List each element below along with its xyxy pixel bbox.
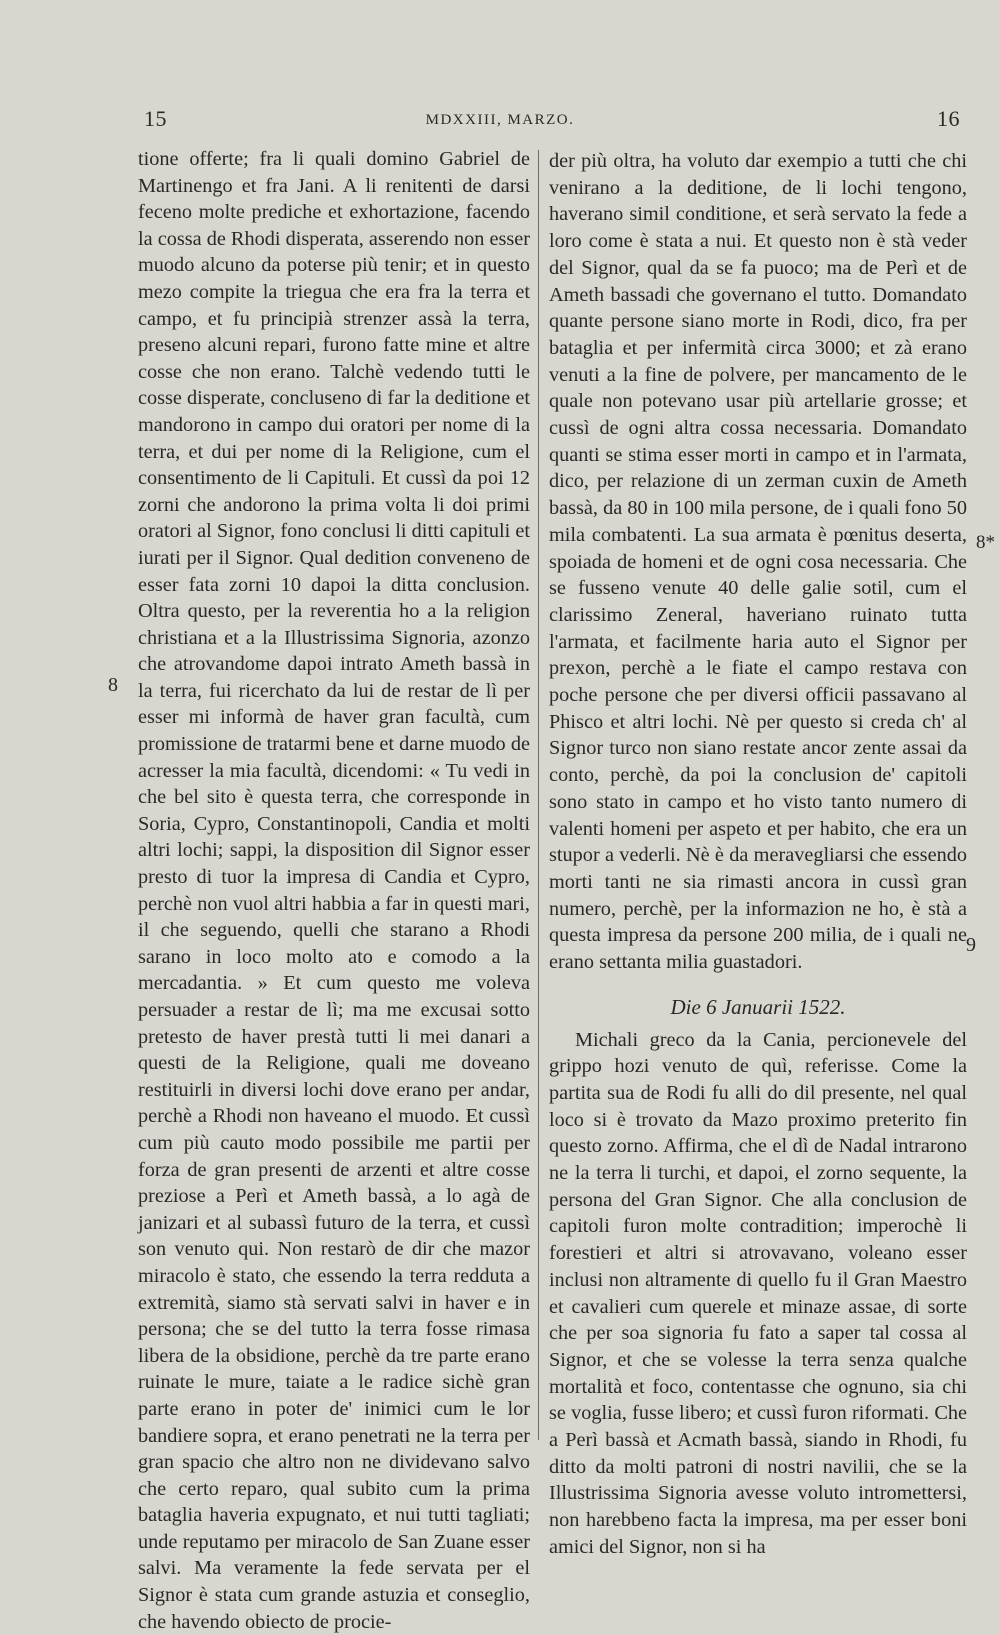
column-divider <box>538 150 539 1440</box>
left-column-text: tione offerte; fra li quali domino Gabriel de Martinengo et fra Jani. A li renitenti de darsi feceno molte prediche et exhortazione, facendo la cossa de Rhodi disperata, asserendo non esser muodo alcuno da poterse più tenir; et in questo mezo compite la triegua che era fra la terra et campo, et fu principià strenzer assà la terra, preseno alcuni repari, furono fatte mine et altre cosse che non erano. Talchè vedendo tutti le cosse disperate, concluseno di far la deditione et mandorono in campo dui oratori per nome di la terra, et dui per nome di la Religione, cum el consentimento de li Capituli. Et cussì da poi 12 zorni che andorono la prima volta li doi primi oratori al Signor, fono conclusi li ditti capituli et iurati per il Signor. Qual dedition conveneno de esser fata zorni 10 dapoi la ditta conclusion. Oltra questo, per la reverentia ho a la religion christiana et a la Illustrissima Signoria, azonzo che atrovandome dapoi intrato Ameth bassà in la terra, fui ricerchato da lui de restar de lì per esser mi informà de haver gran facultà, cum promissione de tratarmi bene et darne muodo de acresser la mia facultà, dicendomi: « Tu vedi in che bel sito è questa terra, che corresponde in Soria, Cypro, Constantinopoli, Candia et molti altri lochi; sappi, la disposition dil Signor esser presto di tuor la impresa di Candia et Cypro, perchè non vuol altri habbia a far in questi mari, il che seguendo, quelli che starano a Rhodi sarano in loco molto ato e comodo a la mercadantia. » Et cum questo me voleva persuader a restar de lì; ma me excusai sotto pretesto de haver prestà tutti li mei danari a questi de la Religione, quali me doveano restituirli in diversi lochi dove erano per andar, perchè a Rhodi non haveano el muodo. Et cussì cum più cauto modo possibile me partii per forza de gran presenti de arzenti et altre cosse preziose a Perì et Ameth bassà, a lo agà de janizari et al subassì futuro de la terra, et cussì son venuto qui. Non restarò de dir che mazor miracolo è stato, che essendo la terra redduta a extremità, siamo stà servati salvi in haver e in persona; che se del tutto la terra fosse rimasa libera de la obsidione, perchè da tre parte erano ruinate le mure, taiate a le radice sichè gran parte erano in poter de' inimici cum le lor bandiere sopra, et erano penetrati ne la terra per gran spacio che altro non ne dividevano salvo che certo reparo, qual subito cum la prima bataglia haveria expugnato, et nui tutti tagliati; unde reputamo per miracolo de San Zuane esser salvi. Ma veramente la fede servata per el Signor è stata cum grande astuzia et conseglio, che havendo obiecto de procie- <box>138 148 530 1633</box>
margin-note-left: 8 <box>108 674 118 696</box>
running-title: MDXXIII, MARZO. <box>425 112 575 128</box>
left-column <box>138 146 530 1635</box>
left-page-number: 15 <box>144 106 167 131</box>
entry-heading: Die 6 Januarii 1522. <box>670 994 846 1019</box>
right-column-text-2: Michali greco da la Cania, percionevele del grippo hozi venuto de quì, referisse. Come la partita sua de Rodi fu alli do dil presente, nel qual loco si è trovato da Mazo proximo preterito fin questo zorno. Affirma, che el dì de Nadal intrarono ne la terra li turchi, et dapoi, el zorno sequente, la persona del Gran Signor. Che alla conclusion de capitoli furon molte contradition; imperochè li forestieri et altri si atrovavano, voleano esser inclusi non altramente di quello fu il Gran Maestro et cavalieri cum querele et minaze assae, di sorte che per soa signoria fu fato a saper tal cossa al Signor, et che se volesse la terra senza qualche mortalità et foco, contentasse che ognuno, sia chi se voglia, fusse libero; et cussì furon riformati. Che a Perì bassà et Acmath bassà, siando in Rhodi, fu ditto da molti patroni di nostri navilii, che se la Illustrissima Signoria avesse voluto intromettersi, non harebbeno facta la impresa, ma per esser boni amici del Signor, non si ha <box>549 1028 967 1558</box>
right-column-text-1: der più oltra, ha voluto dar exempio a tutti che chi venirano a la deditione, de li lochi tengono, haverano simil conditione, et serà servato la fede a loro come è stata a nui. Et questo non è stà veder del Signor, qual da se fa puoco; ma de Perì et de Ameth bassadi che governano el tutto. Domandato quante persone siano morte in Rodi, dico, fra per bataglia et per infermità circa 3000; et zà erano venuti a la fine de polvere, per mancamento de le quale non potevano usar più artellarie grosse; et cussì de ogni altra cossa necessaria. Domandato quanti se stima esser morti in campo et in l'armata, dico, per relazione di un zerman cuxin de Ameth bassà, da 80 in 100 mila persone, de i quali fono 50 mila combatenti. La sua armata è pœnitus deserta, spoiada de homeni et de ogni cosa necessaria. Che se fusseno venute 40 delle galie sotil, cum el clarissimo Zeneral, haveriano ruinato tutta l'armata, et facilmente haria auto el Signor per prexon, perchè a le fiate el campo restava con poche persone che per diversi officii passavano al Phisco et altri lochi. Nè per questo si creda ch' al Signor turco non siano restate ancor zente assai da conto, perchè, da poi la conclusion de' capitoli sono stato in campo et ho visto tanto numero di valenti homeni per aspeto et per habito, che era un stupor a vederli. Nè è da meravegliarsi che essendo morti tanti ne sia rimasti ancora in cussì gran numero, perchè, per la informazion ne ho, è stà a questa impresa da persone 200 milia, de i quali ne erano settanta milia guastadori. <box>549 150 967 974</box>
right-column <box>549 148 967 1561</box>
right-page-number: 16 <box>937 106 960 131</box>
margin-note-right-2: 9 <box>966 934 976 956</box>
margin-note-right-1: 8* <box>976 532 995 553</box>
